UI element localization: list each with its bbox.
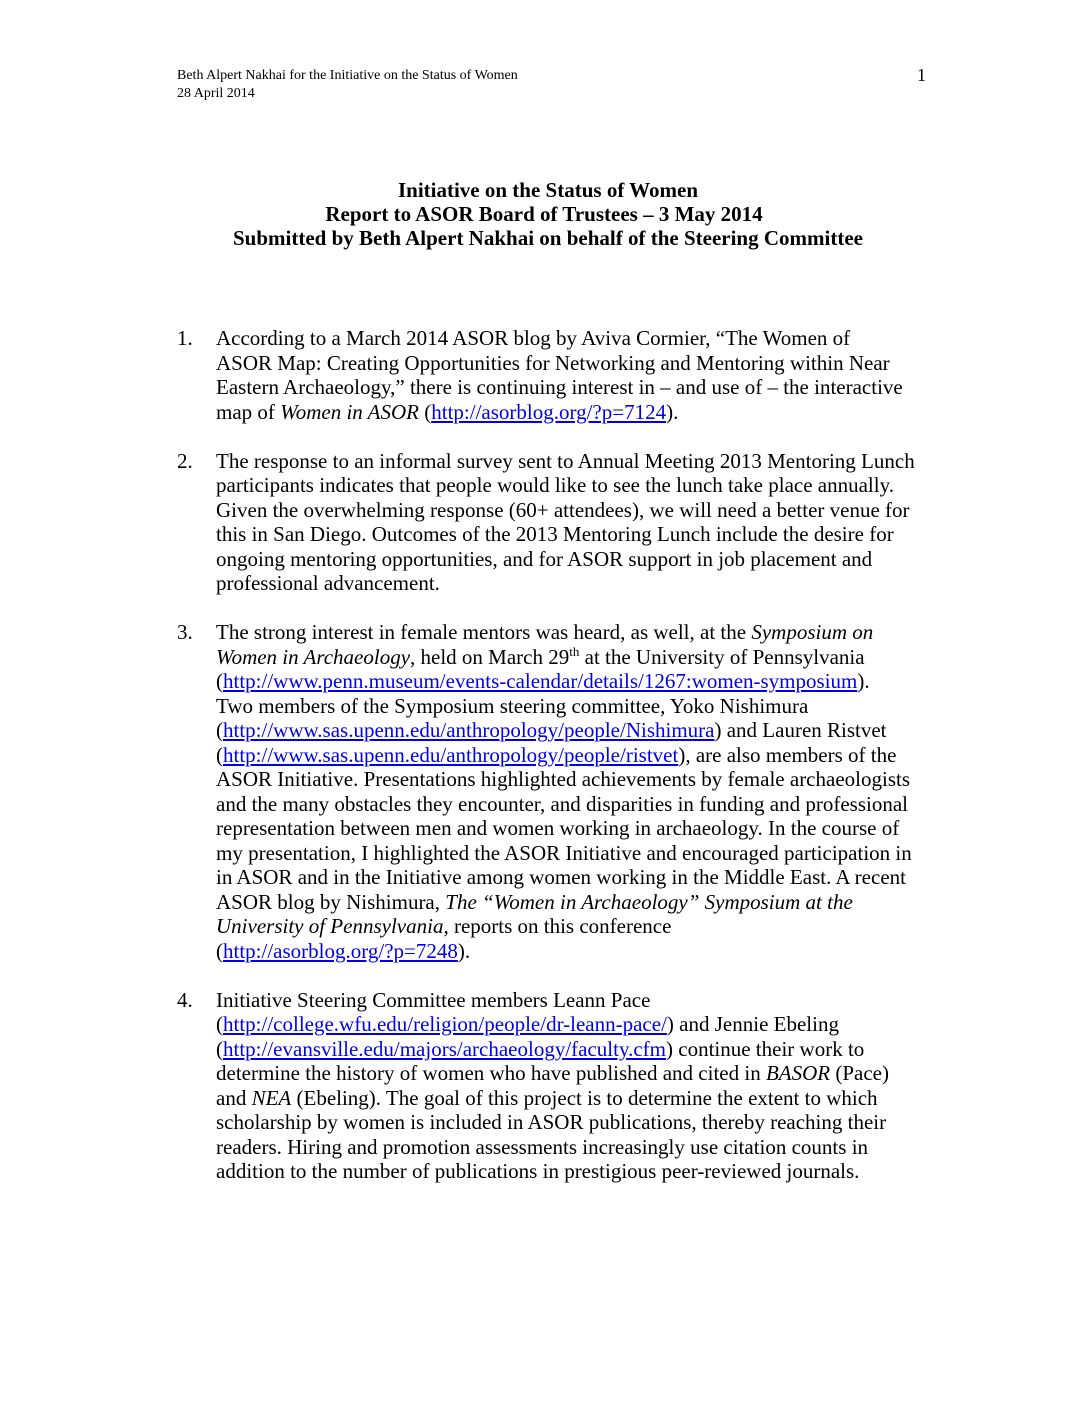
- text-run: ), are also members of the: [678, 742, 897, 767]
- title-line-2: Report to ASOR Board of Trustees – 3 May 2014: [325, 202, 763, 226]
- text-line: my presentation, I highlighted the ASOR Initiative and encouraged participation in: [216, 840, 912, 865]
- text-line: [216, 1086, 942, 1111]
- header-date: 28 April 2014: [177, 86, 255, 101]
- text-run: , held on March 29: [410, 644, 570, 669]
- text-run: ).: [457, 938, 471, 963]
- text-run: ) continue their work to: [666, 1036, 865, 1061]
- text-run: (Ebeling). The goal of this project is to determine the extent to which: [291, 1085, 878, 1110]
- text-line: ASOR Map: Creating Opportunities for Networking and Mentoring within Near: [216, 350, 890, 375]
- pace-link[interactable]: http://college.wfu.edu/religion/people/dr-leann-pace/: [223, 1012, 667, 1036]
- text-line: The response to an informal survey sent to Annual Meeting 2013 Mentoring Lunch: [216, 448, 915, 473]
- text-line: scholarship by women is included in ASOR publications, thereby reaching their: [216, 1110, 887, 1134]
- list-item-3: [177, 620, 942, 963]
- italic-title: BASOR: [765, 1061, 831, 1085]
- text-run: The strong interest in female mentors was heard, as well, at the: [216, 620, 752, 644]
- text-run: (: [216, 718, 223, 742]
- item-number: 4.: [177, 987, 193, 1012]
- text-run: (: [216, 742, 223, 767]
- text-run: (: [216, 669, 223, 693]
- text-line: [216, 743, 942, 768]
- text-run: (Pace): [830, 1061, 889, 1085]
- report-items-list: [177, 326, 942, 1208]
- italic-title: University of Pennsylvania: [216, 914, 444, 938]
- text-line: addition to the number of publications in prestigious peer-reviewed journals.: [216, 1159, 860, 1183]
- text-run: ASOR blog by Nishimura,: [216, 889, 446, 914]
- text-line: representation between men and women working in archaeology. In the course of: [216, 816, 900, 840]
- text-line: participants indicates that people would like to see the lunch take place annually.: [216, 473, 894, 497]
- text-line: [216, 1012, 942, 1037]
- penn-museum-link[interactable]: http://www.penn.museum/events-calendar/details/1267:women-symposium: [223, 669, 858, 693]
- ristvet-link[interactable]: http://www.sas.upenn.edu/anthropology/people/ristvet: [223, 742, 679, 767]
- text-run: ) and Lauren Ristvet: [714, 718, 887, 742]
- text-line: Initiative Steering Committee members Leann Pace: [216, 987, 651, 1012]
- text-line: professional advancement.: [216, 571, 440, 595]
- nishimura-link[interactable]: http://www.sas.upenn.edu/anthropology/people/Nishimura: [223, 718, 715, 742]
- list-item-2: [177, 449, 942, 596]
- ebeling-link[interactable]: http://evansville.edu/majors/archaeology/faculty.cfm: [223, 1036, 666, 1061]
- superscript: th: [569, 643, 580, 659]
- text-line: [216, 890, 942, 915]
- item-number: 3.: [177, 620, 193, 644]
- text-line: Given the overwhelming response (60+ attendees), we will need a better venue for: [216, 497, 910, 522]
- document-title: [0, 178, 1088, 250]
- text-run: map of: [216, 399, 281, 424]
- text-run: , reports on this conference: [443, 914, 672, 938]
- text-run: ) and Jennie Ebeling: [666, 1012, 839, 1036]
- asorblog-link[interactable]: http://asorblog.org/?p=7248: [223, 938, 458, 963]
- text-run: (: [216, 1012, 223, 1036]
- text-line: According to a March 2014 ASOR blog by Aviva Cormier, “The Women of: [216, 326, 851, 350]
- text-line: [216, 1037, 942, 1062]
- item-number: 2.: [177, 448, 193, 473]
- text-line: [216, 1061, 942, 1086]
- italic-title: Women in ASOR: [280, 399, 419, 424]
- text-line: [216, 669, 942, 694]
- text-line: Two members of the Symposium steering committee, Yoko Nishimura: [216, 693, 809, 718]
- text-run: (: [216, 938, 223, 963]
- text-line: [216, 620, 942, 645]
- text-line: in ASOR and in the Initiative among women working in the Middle East. A recent: [216, 865, 906, 889]
- text-line: ASOR Initiative. Presentations highlighted achievements by female archaeologists: [216, 767, 910, 791]
- text-run: and: [216, 1085, 252, 1110]
- text-run: determine the history of women who have published and cited in: [216, 1061, 766, 1085]
- italic-title: Women in Archaeology: [216, 644, 411, 669]
- text-line: Eastern Archaeology,” there is continuing interest in – and use of – the interactive: [216, 375, 903, 399]
- title-line-1: Initiative on the Status of Women: [397, 178, 699, 202]
- title-line-3: Submitted by Beth Alpert Nakhai on behalf of the Steering Committee: [233, 226, 863, 250]
- italic-title: Symposium on: [751, 620, 874, 644]
- text-line: [216, 400, 942, 425]
- italic-title: NEA: [251, 1085, 292, 1110]
- text-line: ongoing mentoring opportunities, and for ASOR support in job placement and: [216, 546, 873, 571]
- text-line: this in San Diego. Outcomes of the 2013 Mentoring Lunch include the desire for: [216, 522, 894, 546]
- text-run: (: [418, 399, 432, 424]
- text-run: (: [216, 1036, 223, 1061]
- text-line: [216, 718, 942, 743]
- list-item-1: [177, 326, 942, 424]
- page-number: 1: [917, 65, 926, 85]
- asorblog-link[interactable]: http://asorblog.org/?p=7124: [431, 399, 667, 424]
- italic-title: The “Women in Archaeology” Symposium at the: [445, 889, 853, 914]
- text-line: readers. Hiring and promotion assessments increasingly use citation counts in: [216, 1134, 869, 1159]
- text-run: ).: [857, 669, 870, 693]
- running-header: [177, 67, 518, 103]
- header-author-line: Beth Alpert Nakhai for the Initiative on the Status of Women: [177, 68, 518, 83]
- text-line: [216, 939, 942, 964]
- text-run: at the University of Pennsylvania: [579, 644, 865, 669]
- text-line: and the many obstacles they encounter, and disparities in funding and professional: [216, 791, 908, 816]
- text-run: ).: [666, 399, 679, 424]
- list-item-4: [177, 988, 942, 1184]
- text-line: [216, 645, 942, 670]
- item-number: 1.: [177, 326, 193, 350]
- text-line: [216, 914, 942, 939]
